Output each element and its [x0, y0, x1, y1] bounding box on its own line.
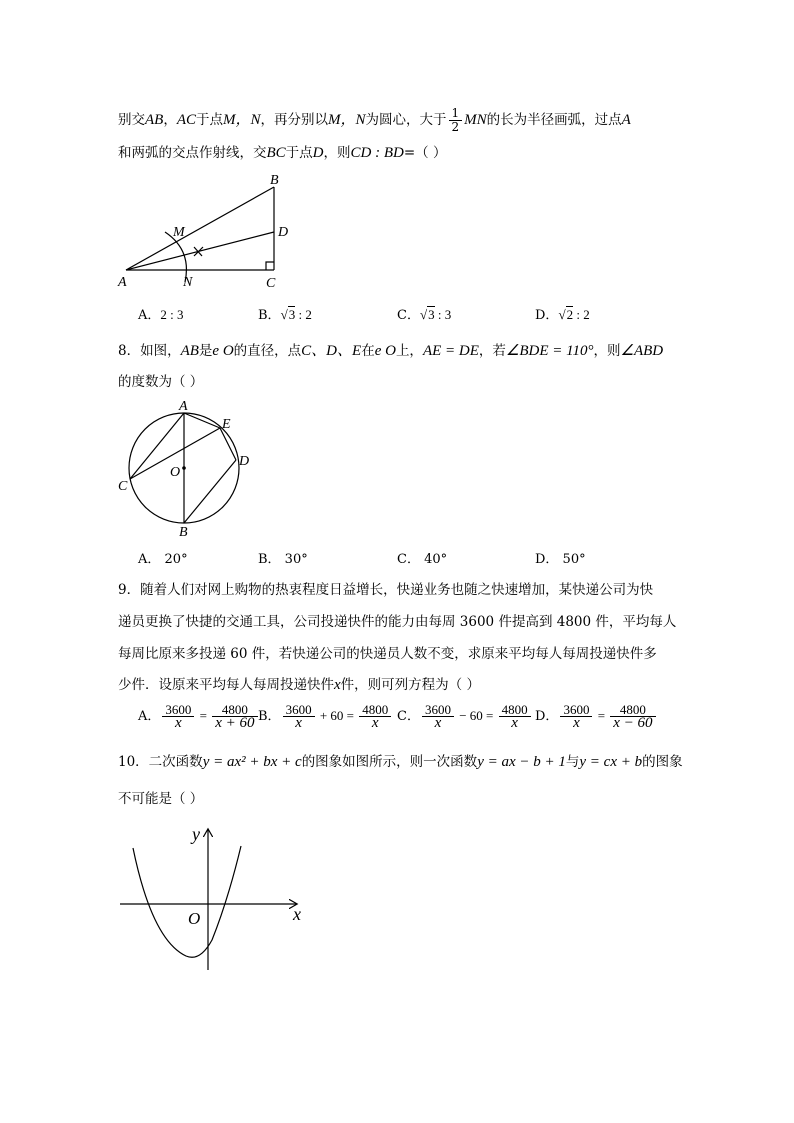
q9-line1: 9．随着人们对网上购物的热衷程度日益增长，快递业务也随之快速增加，某快递公司为快	[118, 582, 654, 598]
label-O: O	[188, 909, 201, 928]
parabola-curve	[133, 846, 241, 957]
label-N: N	[183, 275, 193, 290]
label-y: y	[192, 824, 200, 844]
q10-line1: 10．二次函数y = ax² + bx + c的图象如图所示，则一次函数y = ax − b + 1与y = cx + b的图象	[118, 754, 683, 770]
label-M: M	[173, 225, 185, 240]
q8-option-c[interactable]: C． 40°	[397, 552, 448, 567]
q8-option-b[interactable]: B． 30°	[258, 552, 308, 567]
q7-option-d[interactable]: D．√2 : 2	[535, 307, 590, 323]
q9-option-c[interactable]: C． $\frac{3600}{x}$ − 60 = $\frac{4800}{x}$	[397, 703, 533, 730]
label-A: A	[118, 275, 127, 290]
q8-line1: 8．如图，AB是e O的直径，点C、D、E在e O上，AE = DE，若∠BDE = 110°，则∠ABD	[118, 343, 664, 359]
label-E: E	[222, 417, 231, 432]
label-A: A	[179, 399, 188, 414]
label-D: D	[239, 454, 250, 469]
q9-option-b[interactable]: B． $\frac{3600}{x}$ + 60 = $\frac{4800}{x}$	[258, 703, 393, 730]
q9-option-d[interactable]: D． $\frac{3600}{x}$ = $\frac{4800}{x - 60}$	[535, 703, 658, 730]
label-O: O	[170, 465, 181, 480]
label-B: B	[270, 173, 279, 188]
q8-option-a[interactable]: A． 20°	[138, 552, 188, 567]
q9-line4: 少件．设原来平均每人每周投递快件x件，则可列方程为（ ）	[118, 677, 480, 693]
q9-line3: 每周比原来多投递 60 件，若快递公司的快递员人数不变，求原来平均每人每周投递快件多	[118, 646, 657, 662]
q10-line2: 不可能是（ ）	[118, 791, 204, 807]
q9-option-a[interactable]: A． $\frac{3600}{x}$ = $\frac{4800}{x + 60}$	[138, 703, 260, 730]
q7-option-c[interactable]: C．√3 : 3	[397, 307, 452, 323]
q7-option-a[interactable]: A．2 : 3	[138, 307, 184, 323]
q9-line2: 递员更换了快捷的交通工具，公司投递快件的能力由每周 3600 件提高到 4800 件，平均每人	[118, 614, 677, 630]
q7-line1: 别交AB，AC于点M，N，再分别以M，N为圆心，大于 $\frac{1}{2}$ MN的长为半径画弧，过点A	[118, 106, 631, 134]
label-D: D	[278, 225, 289, 240]
label-C: C	[118, 479, 128, 494]
q7-line2: 和两弧的交点作射线，交BC于点D，则CD : BD=（ ）	[118, 145, 447, 161]
label-B: B	[179, 525, 188, 540]
label-x: x	[293, 904, 301, 924]
label-C: C	[266, 276, 276, 291]
q7-option-b[interactable]: B．√3 : 2	[258, 307, 312, 323]
q8-line2: 的度数为（ ）	[118, 374, 204, 390]
q8-option-d[interactable]: D． 50°	[535, 552, 586, 567]
q7-half-fraction: $\frac{1}{2}$	[449, 107, 463, 134]
